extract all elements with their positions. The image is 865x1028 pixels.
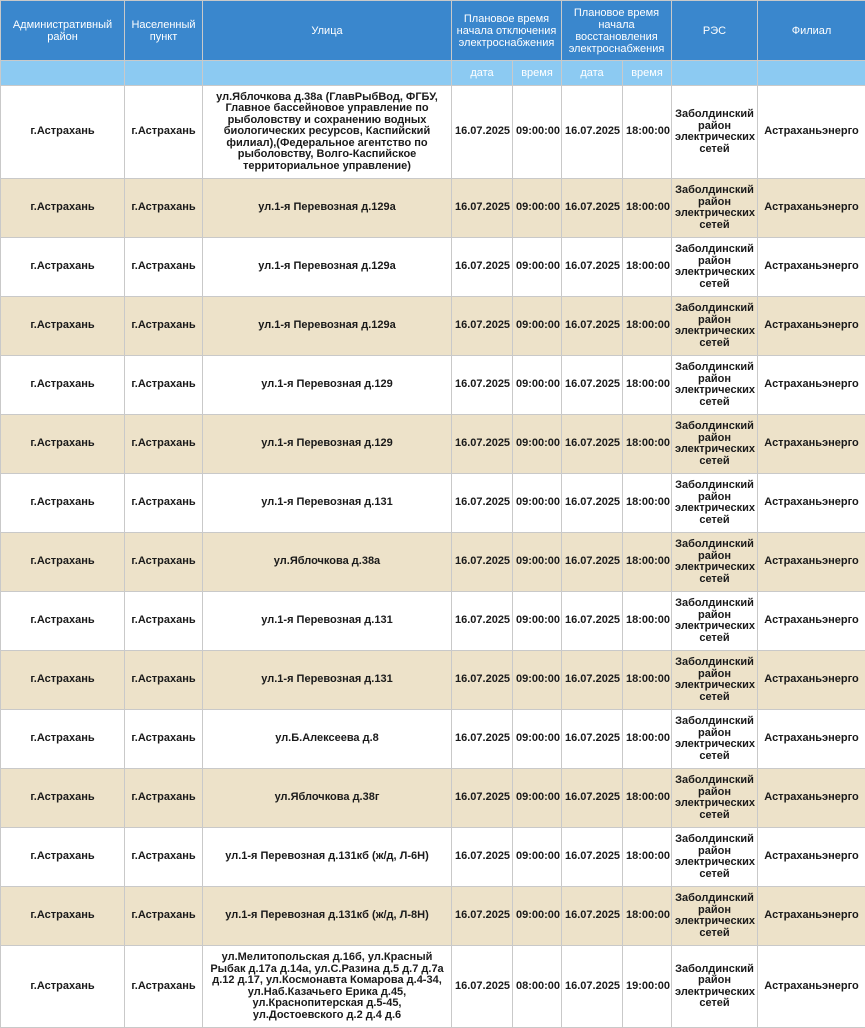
cell-branch: Астраханьэнерго [758,86,865,179]
header-row [1,1,865,61]
header-locality: Населенный пункт [125,1,203,61]
cell-district: г.Астрахань [1,710,125,769]
cell-branch: Астраханьэнерго [758,946,865,1028]
cell-start-time: 09:00:00 [513,828,562,887]
cell-district: г.Астрахань [1,238,125,297]
cell-branch: Астраханьэнерго [758,179,865,238]
header-outage-start: Плановое время начала отключения электроснабжения [452,1,562,61]
table-row [1,769,865,828]
cell-locality: г.Астрахань [125,356,203,415]
cell-street: ул.1-я Перевозная д.131 [203,651,452,710]
cell-res: Заболдинский район электрических сетей [672,651,758,710]
cell-street: ул.1-я Перевозная д.129а [203,179,452,238]
cell-locality: г.Астрахань [125,415,203,474]
cell-district: г.Астрахань [1,651,125,710]
cell-locality: г.Астрахань [125,86,203,179]
cell-res: Заболдинский район электрических сетей [672,710,758,769]
cell-district: г.Астрахань [1,179,125,238]
subheader-empty [1,61,125,86]
cell-start-time: 09:00:00 [513,769,562,828]
table-row [1,238,865,297]
cell-street: ул.1-я Перевозная д.129 [203,356,452,415]
cell-street: ул.Яблочкова д.38г [203,769,452,828]
cell-end-time: 19:00:00 [623,946,672,1028]
cell-start-time: 09:00:00 [513,238,562,297]
cell-end-time: 18:00:00 [623,887,672,946]
cell-locality: г.Астрахань [125,651,203,710]
cell-start-time: 09:00:00 [513,533,562,592]
cell-district: г.Астрахань [1,592,125,651]
cell-end-date: 16.07.2025 [562,297,623,356]
cell-res: Заболдинский район электрических сетей [672,415,758,474]
cell-locality: г.Астрахань [125,887,203,946]
cell-street: ул.1-я Перевозная д.129а [203,297,452,356]
cell-branch: Астраханьэнерго [758,297,865,356]
cell-district: г.Астрахань [1,415,125,474]
cell-start-time: 09:00:00 [513,297,562,356]
cell-branch: Астраханьэнерго [758,533,865,592]
table-row [1,887,865,946]
table-row [1,946,865,1028]
cell-branch: Астраханьэнерго [758,415,865,474]
subheader-end-time: время [623,61,672,86]
cell-street: ул.1-я Перевозная д.131 [203,592,452,651]
subheader-start-date: дата [452,61,513,86]
cell-end-time: 18:00:00 [623,769,672,828]
cell-district: г.Астрахань [1,533,125,592]
cell-start-time: 09:00:00 [513,887,562,946]
table-row [1,828,865,887]
subheader-empty [203,61,452,86]
cell-branch: Астраханьэнерго [758,887,865,946]
cell-start-date: 16.07.2025 [452,769,513,828]
cell-district: г.Астрахань [1,828,125,887]
table-row [1,592,865,651]
cell-end-time: 18:00:00 [623,356,672,415]
cell-locality: г.Астрахань [125,179,203,238]
subheader-row [1,61,865,86]
cell-end-time: 18:00:00 [623,474,672,533]
cell-branch: Астраханьэнерго [758,356,865,415]
cell-branch: Астраханьэнерго [758,474,865,533]
cell-branch: Астраханьэнерго [758,238,865,297]
cell-end-date: 16.07.2025 [562,415,623,474]
cell-end-date: 16.07.2025 [562,356,623,415]
cell-start-date: 16.07.2025 [452,86,513,179]
cell-end-time: 18:00:00 [623,415,672,474]
cell-start-date: 16.07.2025 [452,297,513,356]
cell-start-date: 16.07.2025 [452,828,513,887]
cell-res: Заболдинский район электрических сетей [672,533,758,592]
cell-start-date: 16.07.2025 [452,651,513,710]
cell-end-date: 16.07.2025 [562,710,623,769]
cell-start-date: 16.07.2025 [452,474,513,533]
cell-locality: г.Астрахань [125,297,203,356]
cell-res: Заболдинский район электрических сетей [672,474,758,533]
table-row [1,415,865,474]
cell-street: ул.Мелитопольская д.16б, ул.Красный Рыбак д.17а д.14а, ул.С.Разина д.5 д.7 д.7а д.12 д.17, ул.Космонавта Комарова д.4-34, ул.Наб.Казачьего Ерика д.45, ул.Краснопитерская д.5-45, ул.Достоевского д.2 д.4 д.6 [203,946,452,1028]
table-row [1,474,865,533]
cell-res: Заболдинский район электрических сетей [672,297,758,356]
cell-district: г.Астрахань [1,769,125,828]
cell-branch: Астраханьэнерго [758,710,865,769]
cell-res: Заболдинский район электрических сетей [672,592,758,651]
subheader-end-date: дата [562,61,623,86]
cell-street: ул.Б.Алексеева д.8 [203,710,452,769]
cell-start-time: 09:00:00 [513,86,562,179]
cell-locality: г.Астрахань [125,828,203,887]
cell-res: Заболдинский район электрических сетей [672,86,758,179]
cell-end-time: 18:00:00 [623,533,672,592]
table-row [1,651,865,710]
cell-locality: г.Астрахань [125,533,203,592]
header-street: Улица [203,1,452,61]
cell-street: ул.1-я Перевозная д.129а [203,238,452,297]
cell-district: г.Астрахань [1,946,125,1028]
table-row [1,179,865,238]
cell-start-date: 16.07.2025 [452,710,513,769]
table-row [1,297,865,356]
cell-end-date: 16.07.2025 [562,86,623,179]
cell-end-time: 18:00:00 [623,238,672,297]
cell-locality: г.Астрахань [125,474,203,533]
cell-start-time: 09:00:00 [513,179,562,238]
cell-end-date: 16.07.2025 [562,592,623,651]
cell-end-date: 16.07.2025 [562,946,623,1028]
cell-district: г.Астрахань [1,297,125,356]
cell-res: Заболдинский район электрических сетей [672,356,758,415]
cell-branch: Астраханьэнерго [758,769,865,828]
cell-district: г.Астрахань [1,887,125,946]
cell-end-date: 16.07.2025 [562,887,623,946]
cell-street: ул.1-я Перевозная д.131кб (ж/д, Л-8Н) [203,887,452,946]
header-admin-district: Административный район [1,1,125,61]
cell-end-time: 18:00:00 [623,651,672,710]
cell-start-date: 16.07.2025 [452,179,513,238]
cell-start-time: 09:00:00 [513,415,562,474]
cell-start-date: 16.07.2025 [452,946,513,1028]
cell-start-date: 16.07.2025 [452,415,513,474]
table-body [1,86,865,1028]
cell-end-time: 18:00:00 [623,179,672,238]
cell-locality: г.Астрахань [125,592,203,651]
table-row [1,710,865,769]
cell-street: ул.Яблочкова д.38а (ГлавРыбВод, ФГБУ, Главное бассейновое управление по рыболовству и сохранению водных биологических ресурсов, Каспийский филиал),(Федеральное агентство по рыболовству, Волго-Каспийское территориальное управление) [203,86,452,179]
cell-start-date: 16.07.2025 [452,887,513,946]
cell-start-date: 16.07.2025 [452,592,513,651]
cell-district: г.Астрахань [1,86,125,179]
cell-start-time: 09:00:00 [513,474,562,533]
cell-end-time: 18:00:00 [623,86,672,179]
cell-end-date: 16.07.2025 [562,474,623,533]
cell-end-date: 16.07.2025 [562,533,623,592]
subheader-empty [672,61,758,86]
cell-district: г.Астрахань [1,356,125,415]
subheader-empty [125,61,203,86]
cell-res: Заболдинский район электрических сетей [672,179,758,238]
cell-branch: Астраханьэнерго [758,592,865,651]
cell-res: Заболдинский район электрических сетей [672,946,758,1028]
cell-branch: Астраханьэнерго [758,651,865,710]
header-branch: Филиал [758,1,865,61]
header-outage-end: Плановое время начала восстановления электроснабжения [562,1,672,61]
cell-end-time: 18:00:00 [623,592,672,651]
cell-end-time: 18:00:00 [623,297,672,356]
cell-street: ул.1-я Перевозная д.131 [203,474,452,533]
cell-start-time: 09:00:00 [513,710,562,769]
table-row [1,86,865,179]
cell-end-date: 16.07.2025 [562,769,623,828]
cell-res: Заболдинский район электрических сетей [672,238,758,297]
cell-district: г.Астрахань [1,474,125,533]
cell-res: Заболдинский район электрических сетей [672,887,758,946]
cell-start-date: 16.07.2025 [452,533,513,592]
cell-end-date: 16.07.2025 [562,651,623,710]
table-row [1,356,865,415]
cell-locality: г.Астрахань [125,710,203,769]
cell-end-time: 18:00:00 [623,710,672,769]
cell-res: Заболдинский район электрических сетей [672,828,758,887]
cell-street: ул.1-я Перевозная д.131кб (ж/д, Л-6Н) [203,828,452,887]
subheader-empty [758,61,865,86]
cell-start-time: 08:00:00 [513,946,562,1028]
table-row [1,533,865,592]
cell-end-time: 18:00:00 [623,828,672,887]
cell-start-date: 16.07.2025 [452,356,513,415]
cell-end-date: 16.07.2025 [562,828,623,887]
cell-branch: Астраханьэнерго [758,828,865,887]
cell-start-date: 16.07.2025 [452,238,513,297]
cell-start-time: 09:00:00 [513,651,562,710]
cell-locality: г.Астрахань [125,946,203,1028]
cell-start-time: 09:00:00 [513,356,562,415]
cell-locality: г.Астрахань [125,769,203,828]
cell-res: Заболдинский район электрических сетей [672,769,758,828]
cell-locality: г.Астрахань [125,238,203,297]
cell-street: ул.1-я Перевозная д.129 [203,415,452,474]
header-res: РЭС [672,1,758,61]
cell-end-date: 16.07.2025 [562,179,623,238]
cell-start-time: 09:00:00 [513,592,562,651]
cell-end-date: 16.07.2025 [562,238,623,297]
cell-street: ул.Яблочкова д.38а [203,533,452,592]
subheader-start-time: время [513,61,562,86]
